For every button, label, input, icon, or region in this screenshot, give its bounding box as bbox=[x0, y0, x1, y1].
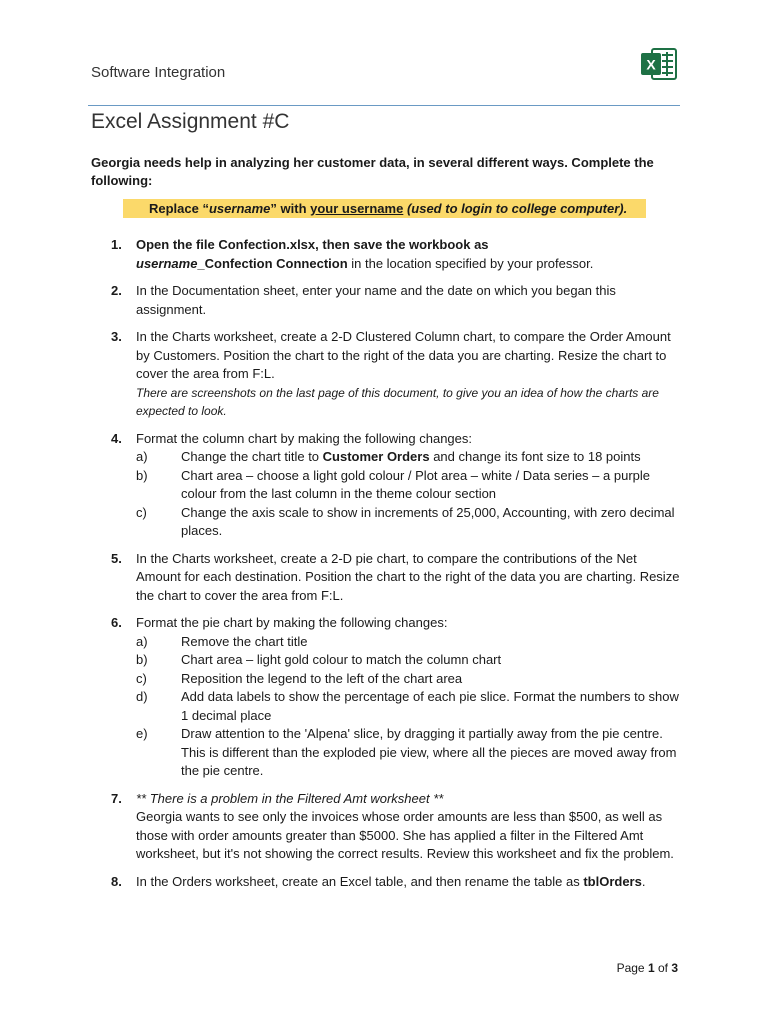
highlight-callout: Replace “username” with your username (used to login to college computer). bbox=[123, 199, 646, 218]
list-item: 1. Open the file Confection.xlsx, then save the workbook as username_Confection Connection in the location specified by your professor. bbox=[111, 237, 594, 271]
step-heading: ** There is a problem in the Filtered Amt worksheet ** bbox=[136, 790, 444, 806]
header-divider bbox=[88, 105, 680, 106]
list-item: 4. Format the column chart by making the following changes: a) Change the chart title to Customer Orders and change its font size to 18 points b) Chart area – choose a light gold colour / Plot area – white / Data series – a purple colour from the last column in the theme colour section c) Change the axis scale to show in increments of 25,000, Accounting, with zero decimal places. bbox=[91, 430, 681, 541]
sub-list-item: c) Reposition the legend to the left of the chart area bbox=[136, 670, 463, 686]
instruction-list bbox=[91, 236, 681, 900]
list-item: 8. In the Orders worksheet, create an Excel table, and then rename the table as tblOrders. bbox=[111, 873, 646, 889]
sub-list-item: a) Remove the chart title bbox=[136, 633, 308, 649]
sub-list-item: e) Draw attention to the 'Alpena' slice, by dragging it partially away from the pie centre. This is different than the exploded pie view, where all the pieces are moved away from the pie centre. bbox=[136, 726, 677, 778]
sub-list-item: b) Chart area – choose a light gold colour / Plot area – white / Data series – a purple colour from the last column in the theme colour section bbox=[136, 467, 650, 501]
page-number: Page 1 of 3 bbox=[616, 961, 678, 975]
list-item: 3. In the Charts worksheet, create a 2-D Clustered Column chart, to compare the Order Amount by Customers. Position the chart to the right of the data you are charting. Resize the chart to cover the area from F:L. There are screenshots on the last page of this document, to give you an idea of how the charts are expected to look. bbox=[111, 329, 671, 418]
intro-paragraph: Georgia needs help in analyzing her customer data, in several different ways. Complete the following: bbox=[91, 155, 654, 188]
page-title: Excel Assignment #C bbox=[91, 110, 290, 133]
list-item: 5. In the Charts worksheet, create a 2-D pie chart, to compare the contributions of the Net Amount for each destination. Position the chart to the right of the data you are charting. Resize the chart to cover the area from F:L. bbox=[111, 550, 680, 603]
list-item: 7. ** There is a problem in the Filtered Amt worksheet ** Georgia wants to see only the invoices whose order amounts are less than $500, as well as those with order amounts greater than $5000. She has applied a filter in the Filtered Amt worksheet, but it's not showing the correct results. Review this worksheet and fix the problem. bbox=[111, 790, 674, 861]
header-title: Software Integration bbox=[91, 64, 226, 81]
note-text: There are screenshots on the last page of this document, to give you an idea of how the charts are expected to look. bbox=[136, 385, 659, 418]
excel-icon bbox=[640, 47, 678, 81]
sub-list-item: b) Chart area – light gold colour to match the column chart bbox=[136, 652, 502, 667]
list-item: 2. In the Documentation sheet, enter your name and the date on which you began this assignment. bbox=[111, 283, 616, 317]
svg-text:X: X bbox=[646, 56, 656, 73]
sub-list-item: c) Change the axis scale to show in increments of 25,000, Accounting, with zero decimal places. bbox=[136, 504, 675, 538]
sub-list-item: a) Change the chart title to Customer Orders and change its font size to 18 points bbox=[136, 449, 641, 464]
sub-list bbox=[136, 633, 681, 781]
list-item: 6. Format the pie chart by making the following changes: a) Remove the chart title b) Chart area – light gold colour to match the column chart c) Reposition the legend to the left of the chart area d) Add data labels to show the percentage of each pie slice. Format the numbers to show 1 decimal place e) Draw attention to the 'Alpena' slice, by dragging it partially away from the pie centre. This is different than the exploded pie view, where all the pieces are moved away from the pie centre. bbox=[91, 614, 681, 781]
sub-list-item: d) Add data labels to show the percentage of each pie slice. Format the numbers to show 1 decimal place bbox=[136, 689, 679, 723]
sub-list bbox=[136, 448, 681, 541]
